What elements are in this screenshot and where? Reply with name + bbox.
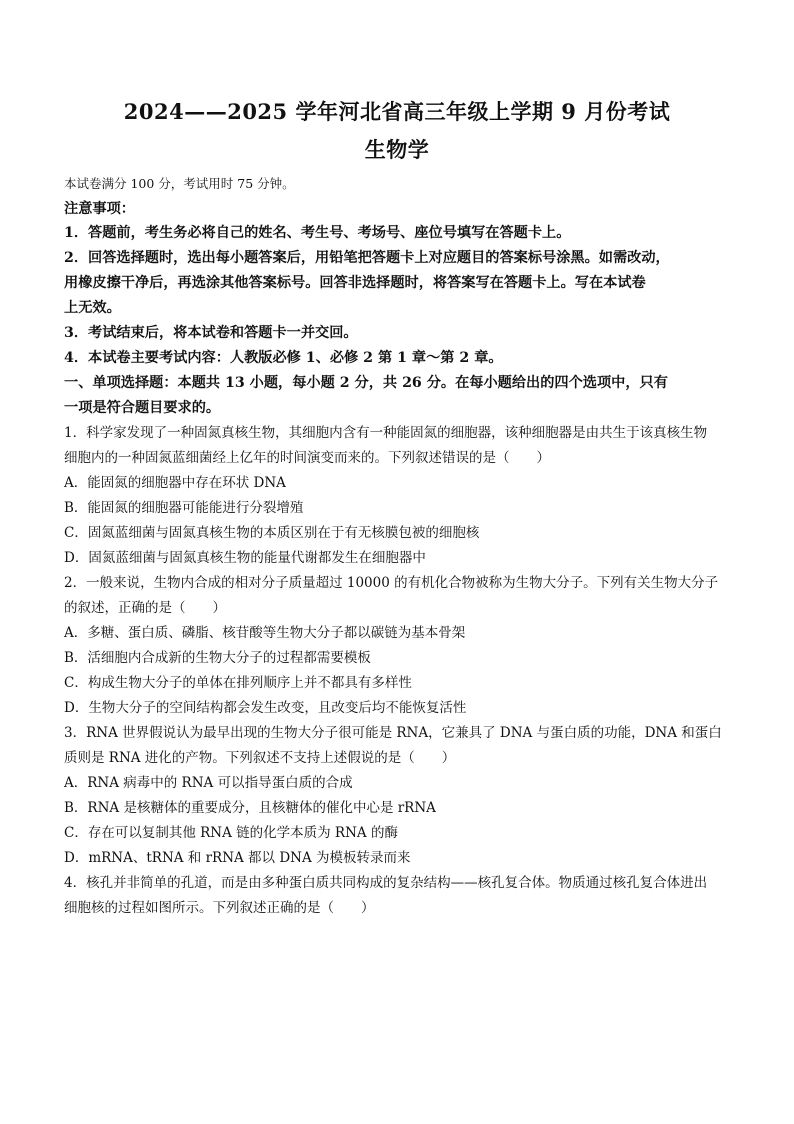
question-3-stem: 质则是 RNA 进化的产物。下列叙述不支持上述假说的是（ ） (64, 750, 456, 766)
question-2-stem: 的叙述，正确的是（ ） (64, 600, 226, 616)
question-2-option-c: C．构成生物大分子的单体在排列顺序上并不都具有多样性 (64, 675, 412, 691)
question-2-option-b: B．活细胞内合成新的生物大分子的过程都需要模板 (64, 650, 371, 666)
question-3-option-a: A．RNA 病毒中的 RNA 可以指导蛋白质的合成 (64, 775, 353, 791)
question-4-stem: 4．核孔并非简单的孔道，而是由多种蛋白质共同构成的复杂结构——核孔复合体。物质通过核孔复合体进出 (64, 875, 708, 891)
question-1-stem: 细胞内的一种固氮蓝细菌经上亿年的时间演变而来的。下列叙述错误的是（ ） (64, 450, 550, 466)
question-3-option-c: C．存在可以复制其他 RNA 链的化学本质为 RNA 的酶 (64, 825, 398, 841)
question-1-option-c: C．固氮蓝细菌与固氮真核生物的本质区别在于有无核膜包被的细胞核 (64, 525, 480, 541)
question-4-stem: 细胞核的过程如图所示。下列叙述正确的是（ ） (64, 900, 375, 916)
subject-title: 生物学 (364, 137, 430, 162)
section-heading: 一项是符合题目要求的。 (64, 400, 221, 416)
notice-line: 1．答题前，考生务必将自己的姓名、考生号、考场号、座位号填写在答题卡上。 (64, 225, 571, 241)
notice-line: 上无效。 (64, 300, 121, 316)
notice-line: 4．本试卷主要考试内容：人教版必修 1、必修 2 第 1 章～第 2 章。 (64, 350, 503, 366)
exam-info: 本试卷满分 100 分，考试用时 75 分钟。 (64, 176, 295, 191)
section-heading: 一、单项选择题：本题共 13 小题，每小题 2 分，共 26 分。在每小题给出的四个选项中，只有 (64, 375, 668, 391)
exam-title: 2024——2025 学年河北省高三年级上学期 9 月份考试 (123, 99, 671, 124)
question-2-stem: 2．一般来说，生物内合成的相对分子质量超过 10000 的有机化合物被称为生物大分子。下列有关生物大分子 (64, 575, 719, 591)
question-3-stem: 3．RNA 世界假说认为最早出现的生物大分子很可能是 RNA，它兼具了 DNA 与蛋白质的功能，DNA 和蛋白 (64, 725, 722, 741)
notice-line: 用橡皮擦干净后，再选涂其他答案标号。回答非选择题时，将答案写在答题卡上。写在本试卷 (64, 275, 646, 291)
notice-line: 3．考试结束后，将本试卷和答题卡一并交回。 (64, 325, 358, 341)
notice-line: 2．回答选择题时，选出每小题答案后，用铅笔把答题卡上对应题目的答案标号涂黑。如需改动， (64, 250, 670, 266)
question-3-option-b: B．RNA 是核糖体的重要成分，且核糖体的催化中心是 rRNA (64, 800, 436, 816)
question-2-option-d: D．生物大分子的空间结构都会发生改变，且改变后均不能恢复活性 (64, 700, 467, 716)
question-1-stem: 1．科学家发现了一种固氮真核生物，其细胞内含有一种能固氮的细胞器，该种细胞器是由共生于该真核生物 (64, 425, 708, 441)
question-1-option-a: A．能固氮的细胞器中存在环状 DNA (64, 475, 286, 491)
notice-heading: 注意事项： (64, 201, 135, 217)
question-2-option-a: A．多糖、蛋白质、磷脂、核苷酸等生物大分子都以碳链为基本骨架 (64, 625, 466, 641)
question-3-option-d: D．mRNA、tRNA 和 rRNA 都以 DNA 为模板转录而来 (64, 850, 411, 866)
question-1-option-d: D．固氮蓝细菌与固氮真核生物的能量代谢都发生在细胞器中 (64, 550, 426, 566)
question-1-option-b: B．能固氮的细胞器可能能进行分裂增殖 (64, 500, 304, 516)
